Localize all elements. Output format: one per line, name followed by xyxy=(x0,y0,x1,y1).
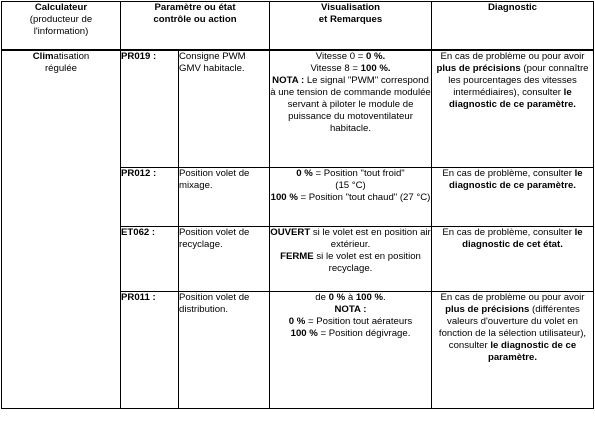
vis-bold: 0 % xyxy=(288,315,306,327)
vis-line xyxy=(270,292,431,304)
vis-bold: . xyxy=(382,51,386,62)
vis-bold: . xyxy=(387,63,391,74)
calculateur-cell xyxy=(2,50,121,408)
calculateur-bold: Clim xyxy=(32,51,54,62)
header-parametre xyxy=(121,2,270,51)
diagnostic-cell xyxy=(432,167,594,226)
header-calculateur-title: Calculateur xyxy=(34,2,88,13)
diag-bold: le diagnostic de cet état xyxy=(462,226,583,250)
vis-bold: 100 % xyxy=(360,63,388,74)
vis-line xyxy=(270,192,431,204)
vis-bold: 0 % xyxy=(366,51,383,62)
visualisation-cell xyxy=(270,226,432,291)
param-code: ET062 : xyxy=(121,226,179,291)
diag-bold: le diagnostic de ce paramètre xyxy=(449,87,574,110)
vis-text: si le volet est en position air extérieur. xyxy=(310,226,431,250)
diag-bold: . xyxy=(560,238,563,250)
vis-text: = Position dégivrage. xyxy=(317,327,411,339)
diag-bold: le diagnostic de ce paramètre xyxy=(449,167,583,191)
param-label: Position volet de recyclage. xyxy=(179,226,270,291)
vis-line xyxy=(270,251,431,275)
calculateur-line2: régulée xyxy=(44,63,77,74)
vis-line xyxy=(270,227,431,251)
diag-text: En cas de problème, consulter xyxy=(442,167,575,179)
vis-text: Vitesse 8 = xyxy=(310,63,361,74)
header-diagnostic: Diagnostic xyxy=(432,2,594,51)
vis-text: . xyxy=(383,291,386,303)
diag-bold: plus de précisions xyxy=(436,63,521,74)
diag-bold: . xyxy=(534,351,538,363)
calculateur-rest: atisation xyxy=(53,51,90,62)
header-visualisation xyxy=(270,2,432,51)
param-code: PR012 : xyxy=(121,167,179,226)
header-calculateur-subtitle: (producteur de l'information) xyxy=(29,14,93,37)
header-row xyxy=(2,2,594,51)
vis-text: = Position "tout froid" xyxy=(312,167,405,179)
visualisation-cell xyxy=(270,291,432,408)
diagnostic-cell xyxy=(432,50,594,167)
diag-text: En cas de problème ou pour avoir xyxy=(440,291,585,303)
diagnostic-cell xyxy=(432,291,594,408)
vis-text: = Position "tout chaud" (27 °C) xyxy=(297,191,431,203)
param-code: PR019 : xyxy=(121,50,179,167)
header-calculateur xyxy=(2,2,121,51)
diag-bold: plus de précisions xyxy=(445,303,530,315)
header-visualisation-line1: Visualisation xyxy=(320,2,380,13)
vis-line xyxy=(270,63,431,75)
diag-bold: . xyxy=(573,99,576,110)
diag-text: (différentes valeurs d'ouverture du volet en fonction de la sélection utilisateur), consulter xyxy=(438,303,587,351)
vis-bold: 100 % xyxy=(270,191,298,203)
header-parametre-line2: contrôle ou action xyxy=(153,14,237,25)
vis-line xyxy=(270,51,431,63)
calculateur-line1 xyxy=(2,51,120,63)
vis-text: Vitesse 0 = xyxy=(315,51,366,62)
header-parametre-line1: Paramètre ou état xyxy=(154,2,236,13)
diag-text: (pour connaître les pourcentages des vitesses intermédiaires), consulter xyxy=(448,63,589,98)
header-visualisation-line2: et Remarques xyxy=(318,14,383,25)
param-label: Position volet de distribution. xyxy=(179,291,270,408)
vis-nota: NOTA : xyxy=(334,303,367,315)
vis-text: Le signal "PWM" correspond à une tension de commande modulée servant à piloter le module de puissance du motoventilateur habitacle. xyxy=(270,75,431,134)
param-label: Position volet de mixage. xyxy=(179,167,270,226)
diag-text: En cas de problème ou pour avoir xyxy=(440,51,585,62)
vis-text: de xyxy=(315,291,329,303)
vis-line xyxy=(270,75,431,135)
vis-nota: NOTA : xyxy=(272,75,305,86)
vis-line xyxy=(270,168,431,180)
vis-bold: OUVERT xyxy=(270,226,311,238)
vis-text: si le volet est en position recyclage. xyxy=(313,250,421,274)
vis-line: (15 °C) xyxy=(335,179,366,191)
vis-bold: 100 % xyxy=(290,327,318,339)
vis-line xyxy=(270,316,431,328)
vis-bold: FERME xyxy=(280,250,314,262)
vis-bold: 0 % xyxy=(296,167,313,179)
vis-line xyxy=(270,304,431,316)
param-label: Consigne PWM GMV habitacle. xyxy=(179,50,270,167)
diag-text: En cas de problème, consulter xyxy=(442,226,575,238)
param-code: PR011 : xyxy=(121,291,179,408)
diag-bold: le diagnostic de ce paramètre xyxy=(487,339,577,363)
vis-bold: 100 % xyxy=(355,291,384,303)
vis-line xyxy=(270,328,431,340)
vis-text: à xyxy=(345,291,356,303)
diagnostic-table xyxy=(1,1,594,409)
visualisation-cell xyxy=(270,167,432,226)
diag-bold: . xyxy=(573,179,576,191)
vis-bold: 0 % xyxy=(328,291,346,303)
vis-text: = Position tout aérateurs xyxy=(305,315,413,327)
diagnostic-cell xyxy=(432,226,594,291)
visualisation-cell xyxy=(270,50,432,167)
table-row xyxy=(2,50,594,167)
